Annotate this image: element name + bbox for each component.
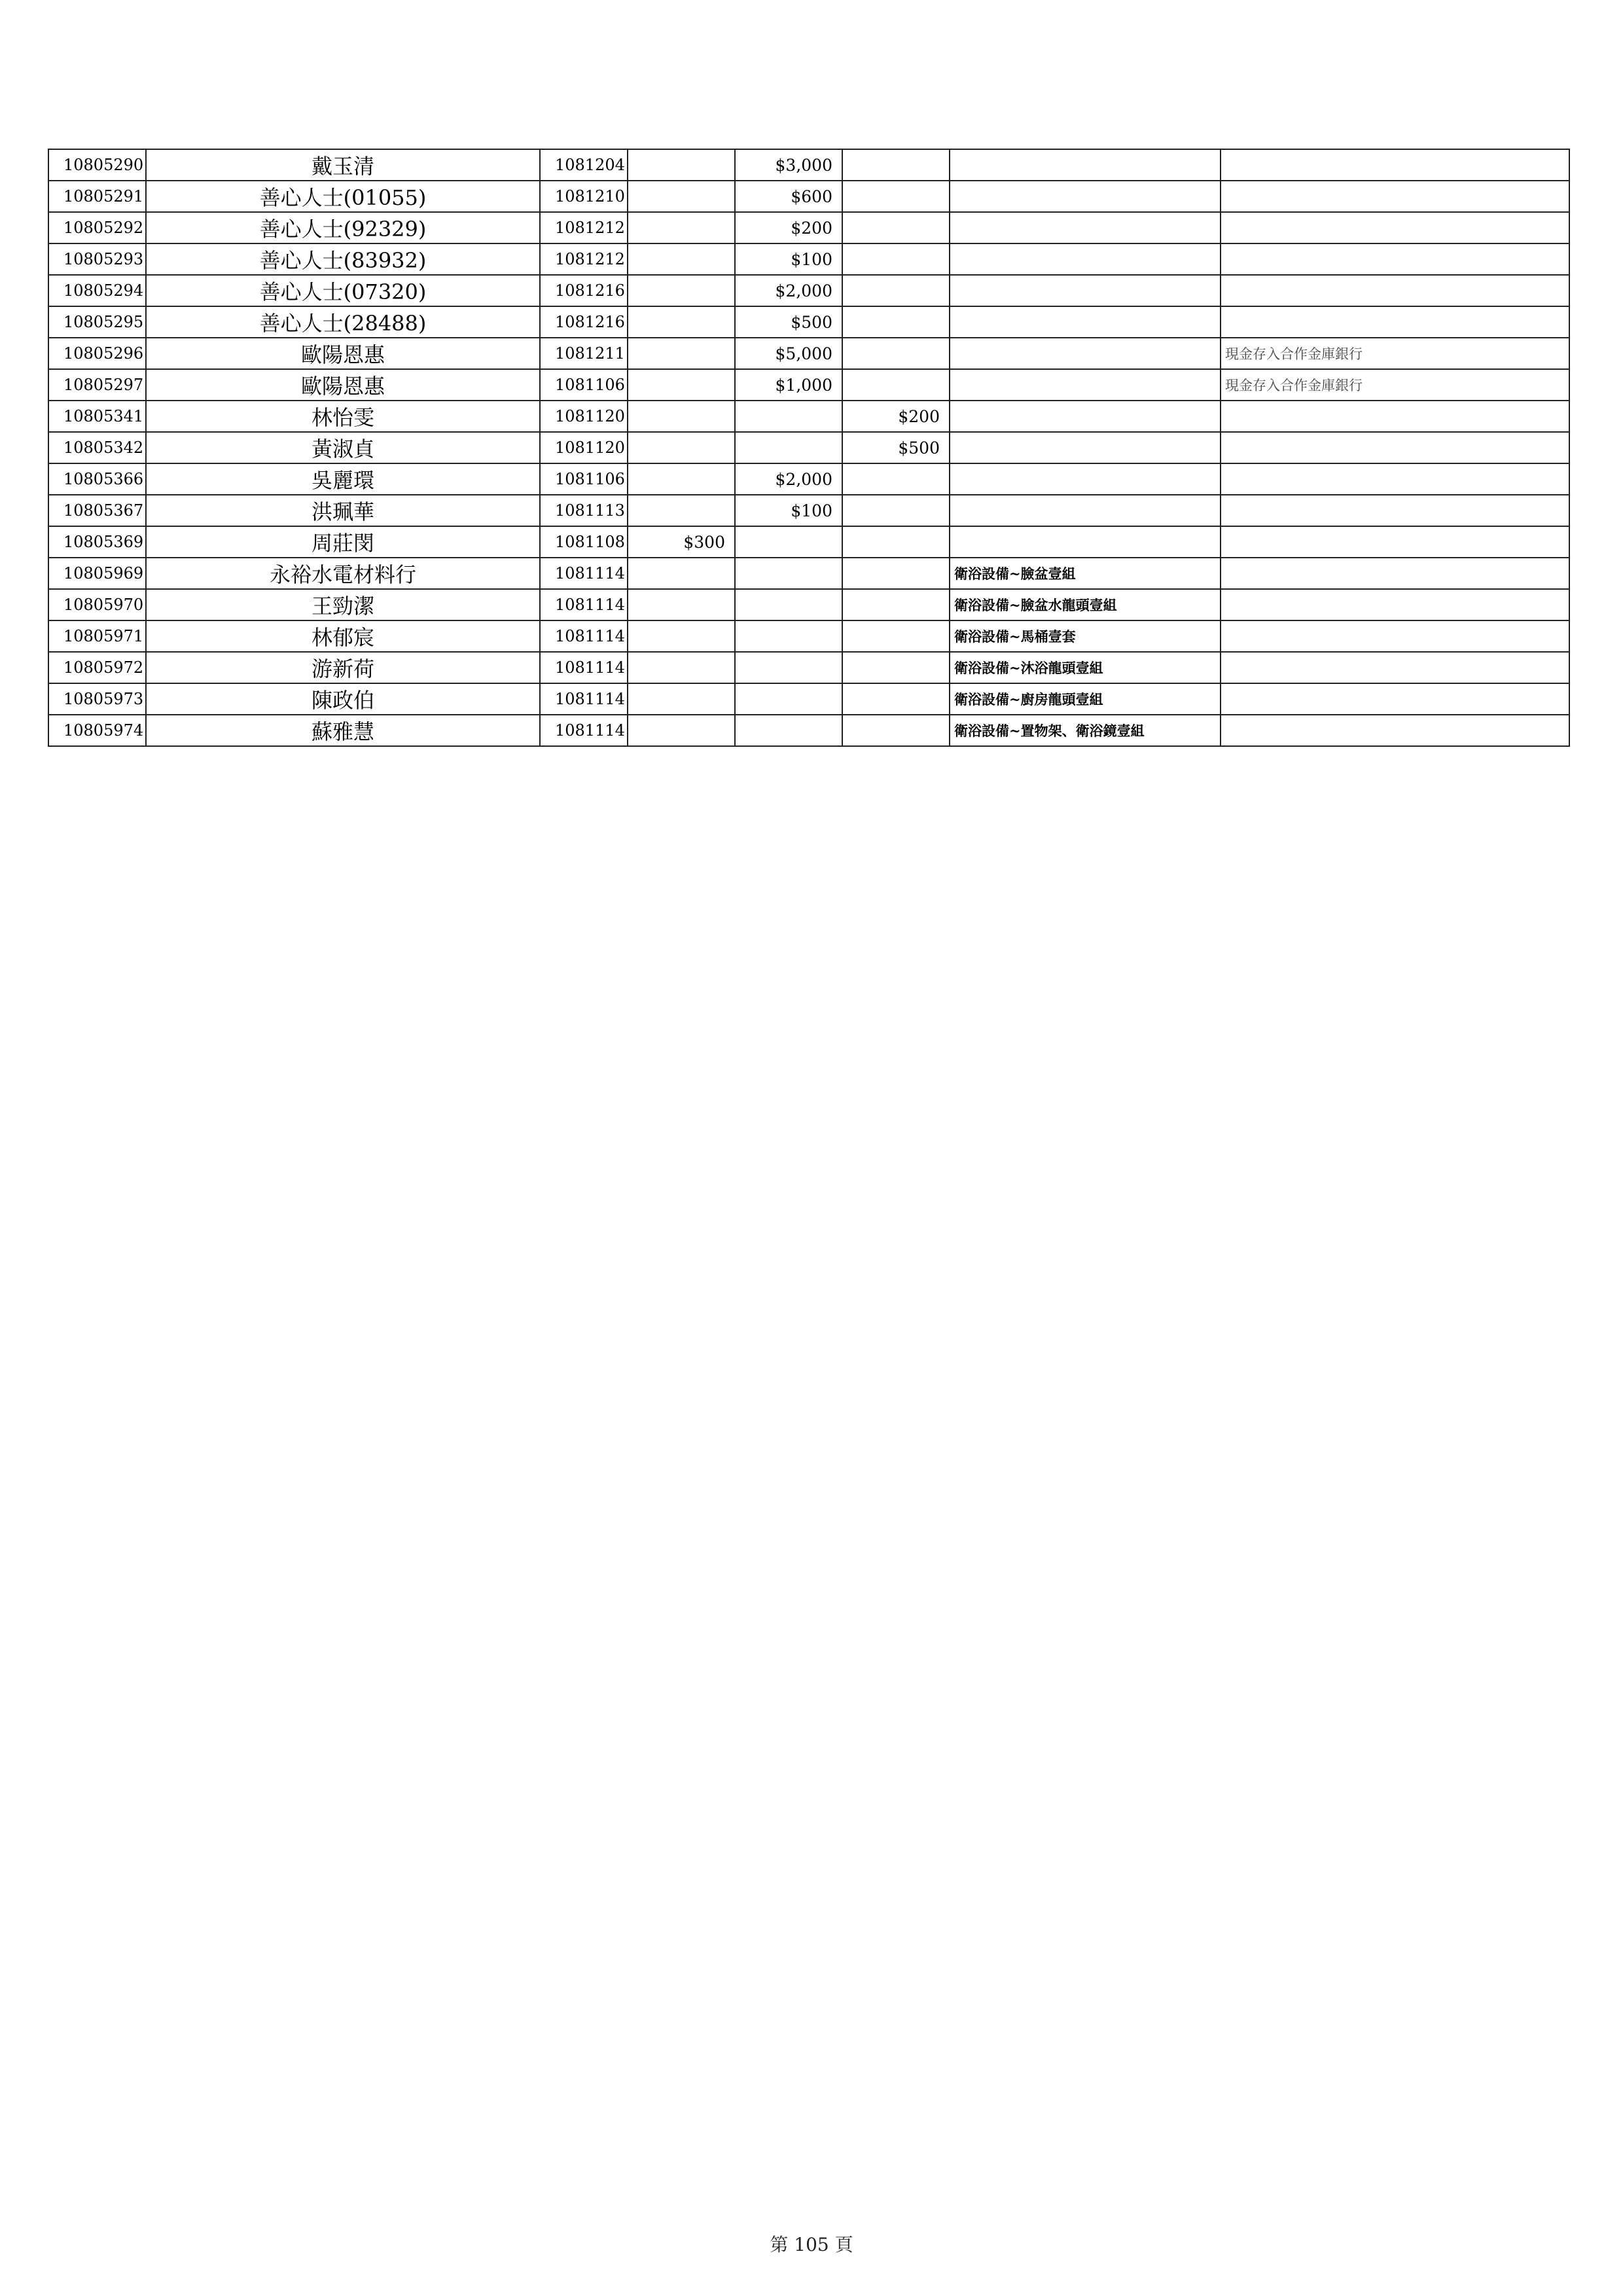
note-cell <box>1221 683 1569 715</box>
donated-item-cell: 衛浴設備~馬桶壹套 <box>950 620 1221 652</box>
table-row <box>48 306 1569 338</box>
donor-name-cell: 善心人士(01055) <box>146 181 540 212</box>
table-row <box>48 243 1569 275</box>
amount-col2-cell: $600 <box>735 181 842 212</box>
amount-col3-cell <box>842 243 950 275</box>
note-cell <box>1221 149 1569 181</box>
amount-col2-cell <box>735 589 842 620</box>
amount-col1-cell <box>628 149 735 181</box>
donated-item-cell <box>950 526 1221 558</box>
table-row <box>48 620 1569 652</box>
note-cell <box>1221 212 1569 243</box>
amount-col1-cell <box>628 306 735 338</box>
donor-name-cell: 歐陽恩惠 <box>146 369 540 401</box>
amount-col1-cell <box>628 620 735 652</box>
amount-col3-cell <box>842 369 950 401</box>
donated-item-cell <box>950 338 1221 369</box>
amount-col1-cell <box>628 275 735 306</box>
receipt-number-cell: 10805342 <box>48 432 146 463</box>
receipt-number-cell: 10805294 <box>48 275 146 306</box>
receipt-number-cell: 10805974 <box>48 715 146 746</box>
amount-col1-cell <box>628 243 735 275</box>
donation-date-cell: 1081106 <box>540 369 628 401</box>
donation-date-cell: 1081212 <box>540 212 628 243</box>
amount-col1-cell <box>628 212 735 243</box>
amount-col2-cell: $5,000 <box>735 338 842 369</box>
table-row <box>48 715 1569 746</box>
note-cell: 現金存入合作金庫銀行 <box>1221 369 1569 401</box>
donated-item-cell <box>950 432 1221 463</box>
note-cell <box>1221 432 1569 463</box>
note-cell <box>1221 558 1569 589</box>
amount-col1-cell <box>628 495 735 526</box>
amount-col3-cell <box>842 683 950 715</box>
receipt-number-cell: 10805366 <box>48 463 146 495</box>
donation-date-cell: 1081120 <box>540 432 628 463</box>
note-cell <box>1221 526 1569 558</box>
donated-item-cell: 衛浴設備~置物架、衛浴鏡壹組 <box>950 715 1221 746</box>
receipt-number-cell: 10805293 <box>48 243 146 275</box>
receipt-number-cell: 10805369 <box>48 526 146 558</box>
receipt-number-cell: 10805969 <box>48 558 146 589</box>
amount-col1-cell <box>628 558 735 589</box>
table-row <box>48 558 1569 589</box>
donated-item-cell <box>950 243 1221 275</box>
ledger-body <box>48 149 1569 746</box>
note-cell <box>1221 463 1569 495</box>
donor-name-cell: 善心人士(83932) <box>146 243 540 275</box>
note-cell <box>1221 306 1569 338</box>
amount-col3-cell <box>842 558 950 589</box>
donation-date-cell: 1081114 <box>540 715 628 746</box>
donation-date-cell: 1081204 <box>540 149 628 181</box>
donation-date-cell: 1081114 <box>540 652 628 683</box>
note-cell: 現金存入合作金庫銀行 <box>1221 338 1569 369</box>
amount-col2-cell: $3,000 <box>735 149 842 181</box>
donor-name-cell: 善心人士(92329) <box>146 212 540 243</box>
donation-date-cell: 1081114 <box>540 620 628 652</box>
donated-item-cell <box>950 212 1221 243</box>
amount-col1-cell <box>628 683 735 715</box>
donor-name-cell: 吳麗環 <box>146 463 540 495</box>
amount-col3-cell <box>842 275 950 306</box>
amount-col3-cell <box>842 526 950 558</box>
amount-col2-cell: $2,000 <box>735 275 842 306</box>
amount-col3-cell <box>842 149 950 181</box>
note-cell <box>1221 589 1569 620</box>
donor-name-cell: 歐陽恩惠 <box>146 338 540 369</box>
amount-col2-cell <box>735 558 842 589</box>
table-row <box>48 369 1569 401</box>
donor-name-cell: 戴玉清 <box>146 149 540 181</box>
amount-col2-cell: $2,000 <box>735 463 842 495</box>
donated-item-cell <box>950 149 1221 181</box>
receipt-number-cell: 10805971 <box>48 620 146 652</box>
donor-name-cell: 善心人士(28488) <box>146 306 540 338</box>
amount-col1-cell <box>628 181 735 212</box>
donated-item-cell: 衛浴設備~臉盆壹組 <box>950 558 1221 589</box>
donor-name-cell: 王勁潔 <box>146 589 540 620</box>
table-row <box>48 495 1569 526</box>
donated-item-cell <box>950 401 1221 432</box>
receipt-number-cell: 10805295 <box>48 306 146 338</box>
receipt-number-cell: 10805341 <box>48 401 146 432</box>
amount-col2-cell <box>735 620 842 652</box>
table-row <box>48 212 1569 243</box>
table-row <box>48 275 1569 306</box>
table-row <box>48 149 1569 181</box>
table-row <box>48 683 1569 715</box>
receipt-number-cell: 10805290 <box>48 149 146 181</box>
amount-col3-cell <box>842 589 950 620</box>
receipt-number-cell: 10805291 <box>48 181 146 212</box>
donor-name-cell: 游新荷 <box>146 652 540 683</box>
note-cell <box>1221 620 1569 652</box>
amount-col2-cell <box>735 683 842 715</box>
donor-name-cell: 周莊閔 <box>146 526 540 558</box>
amount-col2-cell: $1,000 <box>735 369 842 401</box>
donation-date-cell: 1081216 <box>540 306 628 338</box>
receipt-number-cell: 10805970 <box>48 589 146 620</box>
receipt-number-cell: 10805972 <box>48 652 146 683</box>
amount-col3-cell <box>842 212 950 243</box>
table-row <box>48 432 1569 463</box>
donated-item-cell <box>950 275 1221 306</box>
donation-date-cell: 1081113 <box>540 495 628 526</box>
amount-col2-cell <box>735 526 842 558</box>
donation-date-cell: 1081212 <box>540 243 628 275</box>
note-cell <box>1221 275 1569 306</box>
receipt-number-cell: 10805297 <box>48 369 146 401</box>
note-cell <box>1221 401 1569 432</box>
amount-col1-cell: $300 <box>628 526 735 558</box>
table-row <box>48 338 1569 369</box>
amount-col3-cell <box>842 463 950 495</box>
donor-name-cell: 洪珮華 <box>146 495 540 526</box>
amount-col3-cell <box>842 338 950 369</box>
donor-name-cell: 陳政伯 <box>146 683 540 715</box>
donation-ledger-table <box>48 149 1570 747</box>
donation-date-cell: 1081211 <box>540 338 628 369</box>
amount-col1-cell <box>628 432 735 463</box>
note-cell <box>1221 652 1569 683</box>
page-number: 第 105 頁 <box>770 2234 853 2255</box>
note-cell <box>1221 181 1569 212</box>
amount-col2-cell <box>735 401 842 432</box>
donated-item-cell <box>950 306 1221 338</box>
amount-col3-cell <box>842 306 950 338</box>
donation-date-cell: 1081108 <box>540 526 628 558</box>
donor-name-cell: 永裕水電材料行 <box>146 558 540 589</box>
table-row <box>48 181 1569 212</box>
donor-name-cell: 黃淑貞 <box>146 432 540 463</box>
amount-col2-cell: $100 <box>735 243 842 275</box>
donation-date-cell: 1081106 <box>540 463 628 495</box>
receipt-number-cell: 10805292 <box>48 212 146 243</box>
amount-col1-cell <box>628 652 735 683</box>
amount-col1-cell <box>628 369 735 401</box>
amount-col2-cell <box>735 652 842 683</box>
amount-col1-cell <box>628 715 735 746</box>
note-cell <box>1221 495 1569 526</box>
donor-name-cell: 林怡雯 <box>146 401 540 432</box>
amount-col3-cell <box>842 620 950 652</box>
table-row <box>48 526 1569 558</box>
donation-date-cell: 1081114 <box>540 589 628 620</box>
donated-item-cell: 衛浴設備~廚房龍頭壹組 <box>950 683 1221 715</box>
amount-col1-cell <box>628 463 735 495</box>
donor-name-cell: 蘇雅慧 <box>146 715 540 746</box>
amount-col1-cell <box>628 589 735 620</box>
note-cell <box>1221 243 1569 275</box>
amount-col1-cell <box>628 338 735 369</box>
donated-item-cell <box>950 369 1221 401</box>
donated-item-cell <box>950 463 1221 495</box>
donation-date-cell: 1081216 <box>540 275 628 306</box>
amount-col3-cell <box>842 181 950 212</box>
donation-date-cell: 1081120 <box>540 401 628 432</box>
donation-date-cell: 1081210 <box>540 181 628 212</box>
amount-col3-cell: $500 <box>842 432 950 463</box>
table-row <box>48 401 1569 432</box>
amount-col2-cell: $100 <box>735 495 842 526</box>
donated-item-cell: 衛浴設備~沐浴龍頭壹組 <box>950 652 1221 683</box>
amount-col3-cell <box>842 495 950 526</box>
amount-col3-cell <box>842 652 950 683</box>
donation-date-cell: 1081114 <box>540 558 628 589</box>
amount-col2-cell: $200 <box>735 212 842 243</box>
donation-date-cell: 1081114 <box>540 683 628 715</box>
receipt-number-cell: 10805367 <box>48 495 146 526</box>
table-row <box>48 652 1569 683</box>
amount-col3-cell <box>842 715 950 746</box>
amount-col2-cell <box>735 715 842 746</box>
donor-name-cell: 善心人士(07320) <box>146 275 540 306</box>
donated-item-cell <box>950 495 1221 526</box>
amount-col3-cell: $200 <box>842 401 950 432</box>
note-cell <box>1221 715 1569 746</box>
amount-col1-cell <box>628 401 735 432</box>
donated-item-cell <box>950 181 1221 212</box>
receipt-number-cell: 10805296 <box>48 338 146 369</box>
amount-col2-cell: $500 <box>735 306 842 338</box>
table-row <box>48 463 1569 495</box>
donor-name-cell: 林郁宸 <box>146 620 540 652</box>
donated-item-cell: 衛浴設備~臉盆水龍頭壹組 <box>950 589 1221 620</box>
receipt-number-cell: 10805973 <box>48 683 146 715</box>
amount-col2-cell <box>735 432 842 463</box>
table-row <box>48 589 1569 620</box>
